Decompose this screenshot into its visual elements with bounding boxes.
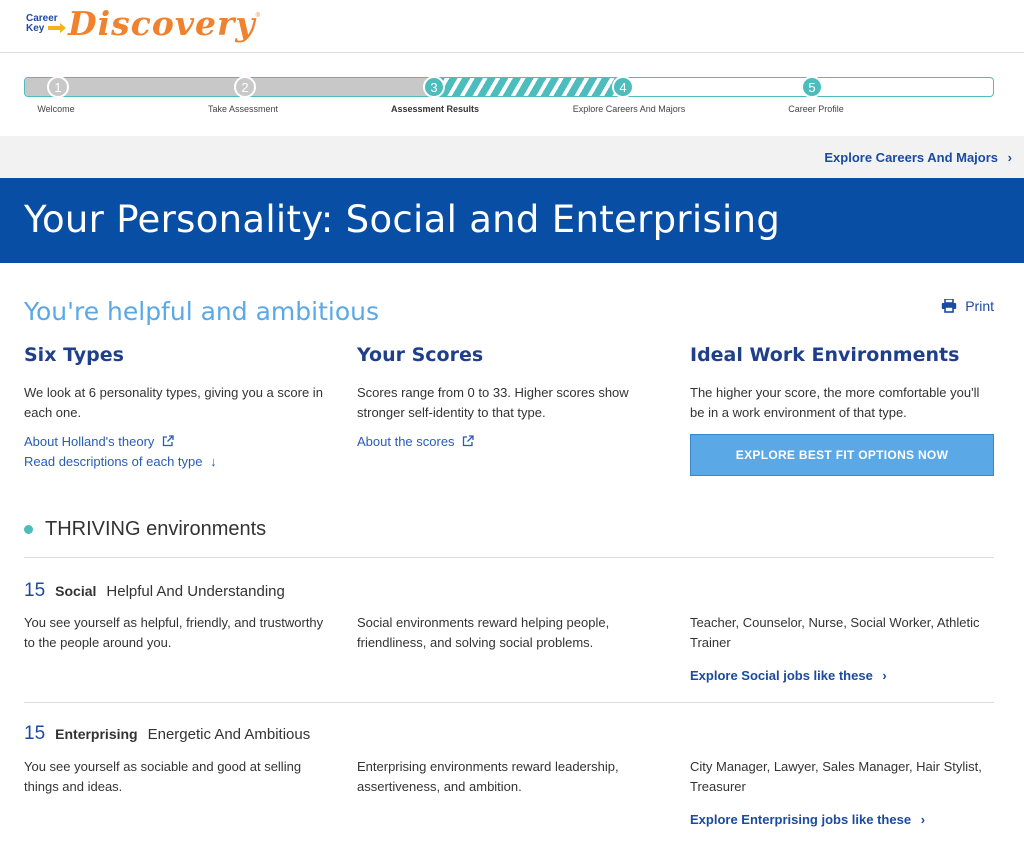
- about-scores-link[interactable]: [357, 432, 662, 452]
- step-4-label[interactable]: Explore Careers And Majors: [572, 104, 686, 114]
- chevron-right-icon: ›: [882, 668, 887, 683]
- enterprising-jobs-text: City Manager, Lawyer, Sales Manager, Hair Stylist, Treasurer: [690, 759, 982, 794]
- logo-key-text: Key: [26, 22, 45, 34]
- site-header: [0, 0, 1024, 53]
- step-5-label[interactable]: Career Profile: [788, 104, 844, 114]
- divider: [24, 557, 994, 558]
- explore-careers-majors-label: Explore Careers And Majors: [824, 150, 999, 165]
- enterprising-type-header: [24, 723, 310, 745]
- type-descriptions-link[interactable]: [24, 452, 329, 472]
- career-key-discovery-logo[interactable]: [26, 4, 260, 43]
- divider: [24, 702, 994, 703]
- step-1-label[interactable]: Welcome: [37, 104, 75, 114]
- work-environments-heading: Ideal Work Environments: [690, 344, 960, 366]
- step-4-circle[interactable]: 4: [612, 76, 634, 98]
- explore-social-jobs-link[interactable]: [690, 668, 887, 683]
- social-type-header: [24, 580, 285, 602]
- logo-arrow-icon: [48, 23, 66, 33]
- progress-bar: [24, 77, 994, 97]
- external-link-icon: [162, 435, 174, 447]
- enterprising-self-text: You see yourself as sociable and good at selling things and ideas.: [24, 759, 302, 794]
- social-score: 15: [24, 580, 46, 601]
- work-environments-text: The higher your score, the more comfortable you'll be in a work environment of that type.: [690, 385, 980, 420]
- social-type-desc: Helpful And Understanding: [106, 583, 285, 600]
- explore-social-jobs-label: Explore Social jobs like these: [690, 668, 873, 683]
- logo-trademark: ®: [255, 12, 260, 19]
- arrow-down-icon: ↓: [210, 454, 217, 469]
- chevron-right-icon: ›: [1007, 150, 1012, 165]
- about-scores-label: About the scores: [357, 434, 455, 449]
- six-types-heading: Six Types: [24, 344, 124, 366]
- step-5-circle[interactable]: 5: [801, 76, 823, 98]
- step-3-circle[interactable]: 3: [423, 76, 445, 98]
- holland-theory-label: About Holland's theory: [24, 434, 155, 449]
- title-banner: [0, 178, 1024, 263]
- top-nav-bar: [0, 136, 1024, 178]
- step-1-circle[interactable]: 1: [47, 76, 69, 98]
- teal-dot-icon: [24, 525, 33, 534]
- six-types-column: [24, 344, 329, 472]
- external-link-icon: [462, 435, 474, 447]
- explore-careers-majors-link[interactable]: [824, 150, 1012, 165]
- progress-completed: [25, 78, 436, 96]
- thriving-heading: [24, 518, 266, 541]
- type-descriptions-label: Read descriptions of each type: [24, 454, 203, 469]
- work-environments-column: [690, 344, 995, 423]
- holland-theory-link[interactable]: [24, 432, 329, 452]
- social-env-text: Social environments reward helping people, friendliness, and solving social problems.: [357, 615, 610, 650]
- logo-career-key: [26, 12, 58, 34]
- social-jobs-text: Teacher, Counselor, Nurse, Social Worker, Athletic Trainer: [690, 615, 980, 650]
- social-type-name: Social: [55, 583, 97, 599]
- thriving-heading-text: THRIVING environments: [45, 518, 267, 540]
- step-2-circle[interactable]: 2: [234, 76, 256, 98]
- your-scores-heading: Your Scores: [357, 344, 484, 366]
- chevron-right-icon: ›: [920, 812, 926, 827]
- print-button[interactable]: [941, 298, 994, 314]
- explore-enterprising-jobs-link[interactable]: [690, 812, 925, 827]
- enterprising-type-desc: Energetic And Ambitious: [147, 726, 311, 743]
- logo-career-text: Career: [26, 12, 58, 24]
- page-title: Your Personality: Social and Enterprising: [24, 198, 781, 241]
- your-scores-text: Scores range from 0 to 33. Higher scores show stronger self-identity to that type.: [357, 385, 629, 420]
- progress-current: [436, 78, 625, 96]
- step-3-label[interactable]: Assessment Results: [390, 104, 480, 114]
- printer-icon: [941, 299, 957, 313]
- step-2-label[interactable]: Take Assessment: [207, 104, 279, 114]
- enterprising-score: 15: [24, 723, 46, 744]
- your-scores-column: [357, 344, 662, 452]
- social-self-text: You see yourself as helpful, friendly, and trustworthy to the people around you.: [24, 615, 324, 650]
- personality-subtitle: You're helpful and ambitious: [24, 297, 379, 326]
- logo-discovery-text: Discovery: [68, 4, 256, 43]
- enterprising-env-text: Enterprising environments reward leadership, assertiveness, and ambition.: [357, 759, 619, 794]
- explore-enterprising-jobs-label: Explore Enterprising jobs like these: [690, 812, 912, 827]
- six-types-text: We look at 6 personality types, giving you a score in each one.: [24, 385, 323, 420]
- explore-best-fit-button[interactable]: EXPLORE BEST FIT OPTIONS NOW: [690, 434, 994, 476]
- print-label: Print: [965, 298, 994, 314]
- enterprising-type-name: Enterprising: [55, 726, 138, 742]
